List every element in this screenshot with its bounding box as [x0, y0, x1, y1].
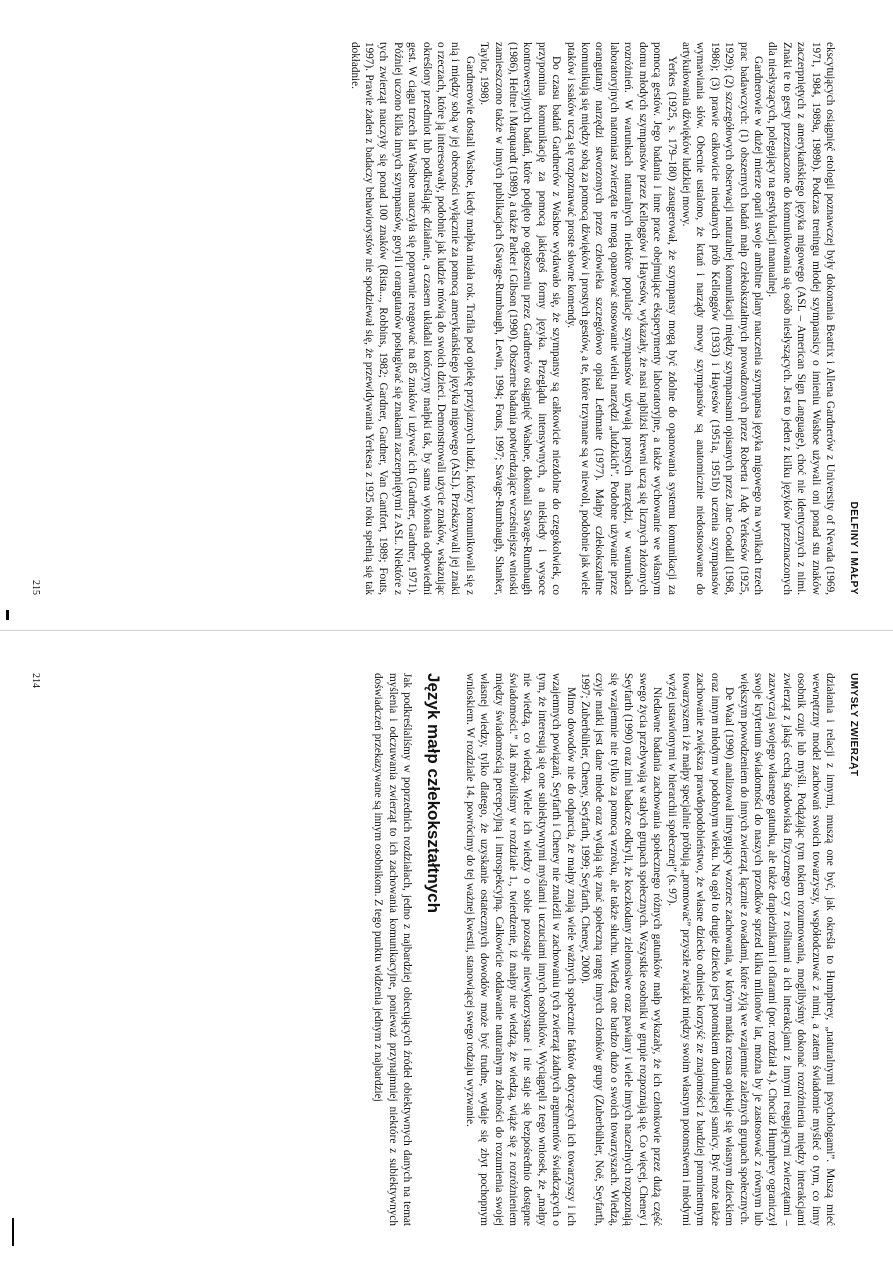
running-head-right: DELFINY I MAŁPY — [848, 501, 859, 595]
paragraph: działania i relacji z innymi, muszą one być, jak określa to Humphrey, „naturalnymi psychologami”. Muszą mieć wewnętrzny model zachowań swoich towarzyszy, współodczuwać z nimi, a zatem świadomie myśleć o tym, co inny osobnik czuje lub myśli. Podążając tym tokiem rozumowania, moglibyśmy dokonać rozróżnienia między interakcjami zwierząt z jakąś cechą środowiska fizycznego czy z roślinami a ich interakcjami z innymi reagującymi zwierzętami – zazwyczaj swojego własnego gatunku, ale także drapieżnikami i ofiarami (por. rozdział 4.). Chociaż Humphrey ograniczył swoje kryterium świadomości do naszych przodków sprzed kilku milionów lat, można by je zastosować z równym lub większym powodzeniem do innych zwierząt, łącznie z owadami, które żyją we wzajemnie zależnych grupach społecznych. — [737, 673, 836, 1226]
left-page — [0, 631, 893, 1262]
paragraph: Gardnerowie w dużej mierze oparli swoje ambitne plany nauczenia szympansa języka migowego na wynikach trzech prac badawczych: (1) obszernych badań małp człekokształtnych prowadzonych przez Roberta i Adę Yerkesów (1925, 1929); (2) szczegółowych obserwacji naturalnej komunikacji między szympansami opisanych przez Jane Goodall (1968, 1986); (3) prawie całkowicie nieudanych prób Kelloggów (1933) i Hayesów (1951a, 1951b) uczenia szympansów wymawiania słów. Obecnie ustalono, że krtań i narządy mowy szympansów są anatomicznie niedostosowane do artykułowania dźwięków ludzkiej mowy. — [679, 42, 764, 595]
running-head-left: UMYSŁY ZWIERZĄT — [848, 673, 859, 777]
section-heading: Język małp człekokształtnych — [424, 673, 444, 914]
paragraph: Gardnerowie dostali Washoe, kiedy małpka miała rok. Trafiła pod opiekę przyjaznych ludzi, którzy komunikowali się z nią i między sobą w jej obecności wyłącznie za pomocą amerykańskiego języka migowego (ASL). Przekazywali jej znaki o rzeczach, które ją interesowały, podobnie jak ludzie mówią do swoich dzieci. Demonstrowali użycie znaków, wskazując określony przedmiot lub podkreślając działanie, a czasem układali kończyny małpki tak, by sama wykonała odpowiedni gest. W ciągu trzech lat Washoe nauczyła się poprawnie reagować na 85 znaków i używać ich (Gardner, Gardner, 1971). Później uczono kilka innych szympansów, goryli i orangutanów posługiwać się znakami zaczerpniętymi z ASL. Niektóre z tych zwierząt nauczyły się ponad 100 znaków (Rista..., Robbins, 1982; Gardner, Gardner, Van Cantfort, 1989; Fouts, 1997). Prawie żaden z badaczy behawiorystów nie spodziewał się, że przewidywania Yerkesa z 1925 roku spełnią się tak dokładnie. — [348, 42, 476, 595]
paragraph: De Waal (1990) analizował intrygujący wzorzec zachowania, w którym matka rezusa opiekuje się własnym dzieckiem oraz innym młodym w podobnym wieku. Na ogół to drugie dziecko jest potomkiem dominującej samicy. Być może także zachowanie zwiększa prawdopodobieństwo, że własne dziecko odniesie korzyść ze znajomości z bardziej prominentnym towarzyszem i że małpy specjalnie próbują „promować” przyszłe związki między swoim własnym potomstwem i młodymi wyżej ustawionymi w hierarchii społecznej” (s. 97). — [665, 673, 736, 1226]
page-number-left: 214 — [30, 673, 41, 688]
scan-edge-mark — [6, 610, 9, 620]
paragraph: Niedawne badania zachowania społecznego różnych gatunków małp wykazały, że ich członkowie przez dużą część swego życia przebywają w stałych grupach społecznych. Wszystkie osobniki w grupie rozpoznają się. Co więcej, Cheney i Seyfarth (1990) oraz inni badacze odkryli, że koczkodany zielonosiwe oraz pawiany i wiele innych naczelnych rozpoznają się wzajemnie nie tylko za pomocą wzroku, ale także słuchu. Wiedzą one bardzo dużo o swoich towarzyszach. Wiedzą, czyje matki jest dane młode oraz wydają się znać społeczną rangę innych członków grupy (Zuberbühler, Noë, Seyfarth, 1997; Zuberbühler, Cheney, Seyfarth, 1999; Seyfarth, Cheney, 2000). — [579, 673, 664, 1226]
paragraph: Jak podkreślaliśmy w poprzednich rozdziałach, jedno z najbardziej obiecujących źródeł obiektywnych danych na temat myślenia i odczuwania zwierząt to ich zachowania komunikacyjne, ponieważ przynajmniej niektóre z subiektywnych doświadczeń przekazywane są innym osobnikom. Z tego punktu widzenia jednym z najbardziej — [372, 673, 414, 1226]
right-page-body — [347, 42, 837, 595]
paragraph: Mimo dowodów nie do odparcia, że małpy znają wiele ważnych społecznie faktów dotyczących ich towarzyszy i ich wzajemnych powiązań, Seyfarth i Cheney nie znaleźli w zachowaniu tych zwierząt żadnych argumentów świadczących o tym, że interesują się one subiektywnymi myślami i uczuciami innych osobników. Wyciągnęli z tego wniosek, że „małpy nie wiedzą, co wiedzą. Wiele ich wiedzy o sobie pozostaje niewykorzystane i nie staje się bezpośrednio dostępne świadomości.” Jak mówiliśmy w rozdziale 1., twierdzenie, iż małpy nie wiedzą, że wiedzą, wiąże się z rozróżnieniem między świadomością percepcyjną i introspekcyjną. Całkowicie oddawanie naturalnym zdolności do rozumienia swojej własnej wiedzy, tylko dlatego, że uzyskanie ostatecznych dowodów może być trudne, wydaje się zbyt pochopnym wnioskiem. W rozdziale 14. powrócimy do tej ważnej kwestii, stanowiącej swego rodzaju wyzwanie. — [463, 673, 577, 1226]
scan-edge-mark — [12, 1218, 14, 1246]
paragraph: Do czasu badań Gardnerów z Washoe wydawało się, że szympansy są całkowicie niezdolne do czegokolwiek, co przypomina komunikację za pomocą jakiegoś formy języka. Przeglądu intensywnych, a niekiedy i wysoce kontrowersyjnych badań, które podjęto po ogłoszeniu przez Gardnerów osiągnięć Washoe, dokonali Savage-Rumbaugh (1986), Heltne i Marquardt (1989), a także Parker i Gibson (1990). Obszerne badania potwierdzające wcześniejsze wnioski zamieszczono także w innych publikacjach (Savage-Rumbaugh, Lewin, 1994; Fouts, 1997; Savage-Rumbaugh, Shanker, Taylor, 1998). — [478, 42, 563, 595]
paragraph: ekscytujących osiągnięć etologii poznawczej były dokonania Beatrix i Allena Gardnerów z University of Nevada (1969, 1971, 1984, 1989a, 1989b). Podczas treningu młodej szympansicy o imieniu Washoe używali oni ponad stu znaków zaczerpniętych z amerykańskiego języka migowego (ASL – American Sign Language), choć nie identycznych z nimi. Znaki te to gesty przeznaczone do komunikowania się osób niesłyszących. Jest to jeden z kilku języków przeznaczonych dla niesłyszących, polegający na gestykulacji manualnej. — [766, 42, 836, 595]
paragraph: Yerkes (1925, s. 179–180) zasugerował, że szympansy mogą być zdolne do opanowania systemu komunikacji za pomocą gestów. Jego badania i inne prace obejmujące eksperymenty laboratoryjne, a także wychowanie we własnym domu młodych szympansów przez Kelloggów i Hayesów, wykazały, że nasi najbliżsi krewni uczą się licznych złożonych rozróżnień. W warunkach naturalnych niektóre populacje szympansów używają prostych narzędzi, w warunkach laboratoryjnych natomiast zwierzęta te mogą opanować stosowanie wielu narzędzi „ludzkich”. Podobne używanie przez orangutany narzędzi stworzonych przez człowieka szczegółowo opisał Lethmate (1977). Małpy człekokształtne komunikują się między sobą za pomocą dźwięków i prostych gestów, a te, które trzymane są w niewoli, podobnie jak wiele ptaków i ssaków uczą się rozpoznawać proste słowne komendy. — [564, 42, 678, 595]
left-page-half — [0, 631, 893, 1262]
page-number-right: 215 — [30, 580, 41, 595]
left-page-body — [371, 673, 837, 1226]
